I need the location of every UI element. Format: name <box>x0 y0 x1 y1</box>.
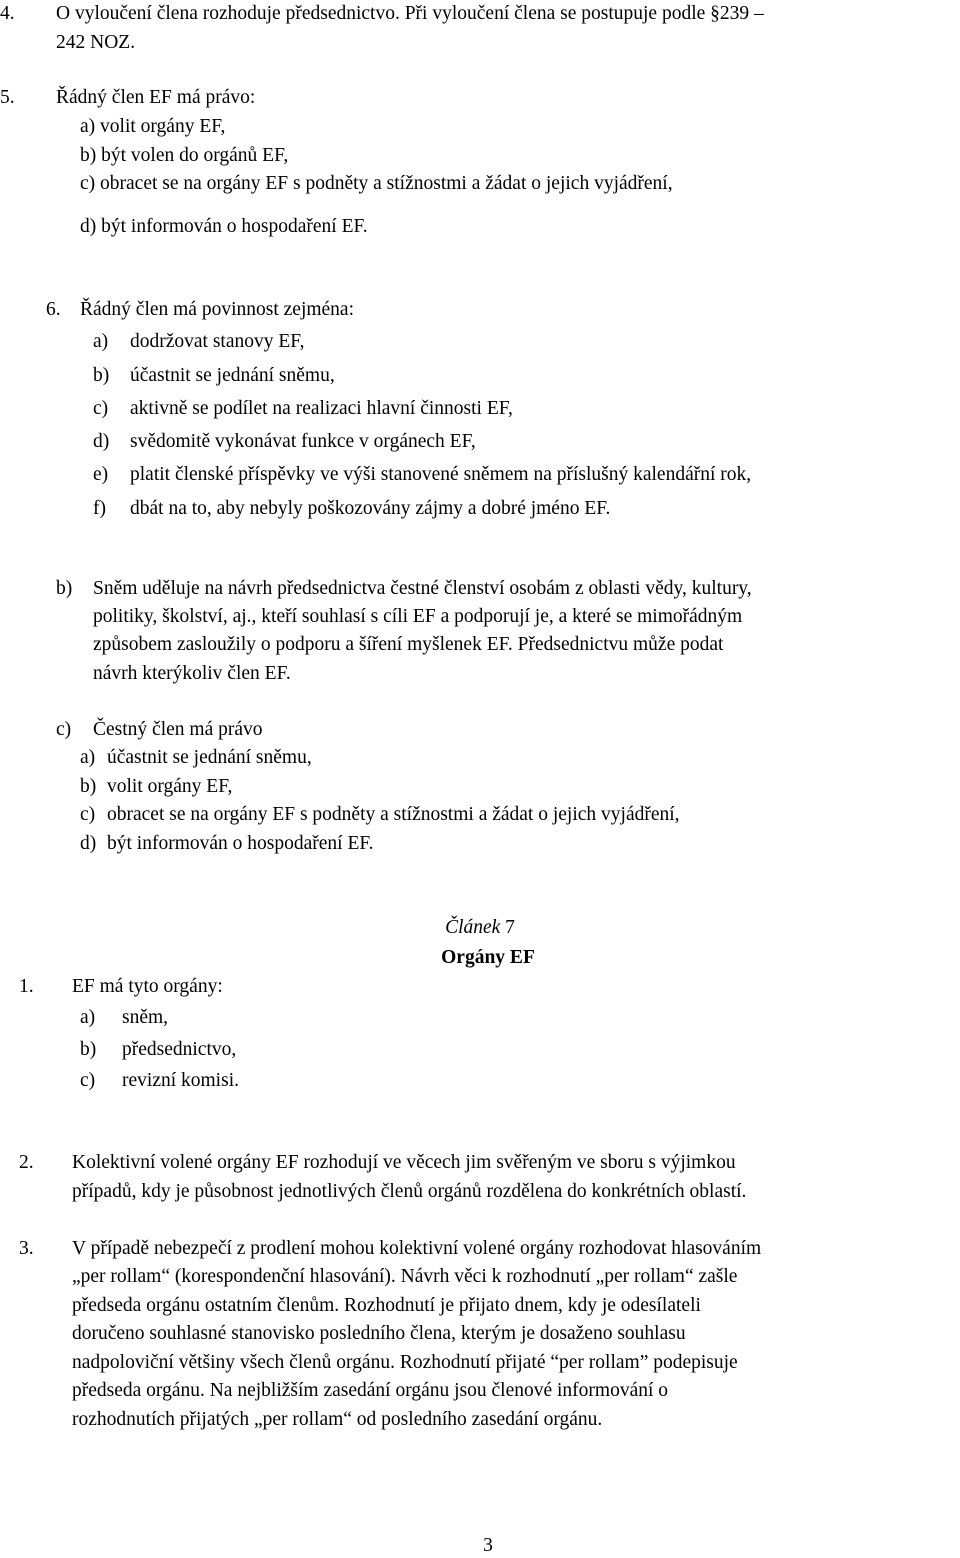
item6-letter: f) <box>93 498 106 519</box>
page-number: 3 <box>483 1535 493 1556</box>
honorary-c-item-text: volit orgány EF, <box>107 776 233 797</box>
item6-text: aktivně se podílet na realizaci hlavní činnosti EF, <box>130 398 513 419</box>
honorary-c-item-letter: c) <box>80 804 96 825</box>
item6-text: platit členské příspěvky ve výši stanovené sněmem na příslušný kalendářní rok, <box>130 464 752 485</box>
item5-number: 5. <box>0 87 15 108</box>
item6-text: dodržovat stanovy EF, <box>130 331 305 352</box>
art-item1-text: revizní komisi. <box>122 1070 239 1091</box>
honorary-c-item-letter: b) <box>80 776 97 797</box>
article-title: Orgány EF <box>441 947 535 968</box>
art-item1-text: sněm, <box>122 1007 169 1028</box>
art-item1-heading: EF má tyto orgány: <box>72 976 223 997</box>
item5-heading: Řádný člen EF má právo: <box>56 87 256 108</box>
art-item1-letter: c) <box>80 1070 96 1091</box>
honorary-c-heading: Čestný člen má právo <box>93 719 263 740</box>
art-item1-number: 1. <box>19 976 34 997</box>
article-number: 7 <box>505 917 515 938</box>
item6-text: účastnit se jednání sněmu, <box>130 365 335 386</box>
art-item3-line3: předseda orgánu ostatním členům. Rozhodnutí je přijato dnem, kdy je odesílateli <box>72 1295 701 1316</box>
honorary-c-item-letter: d) <box>80 833 97 854</box>
honorary-c-item-text: být informován o hospodaření EF. <box>107 833 374 854</box>
honorary-c-item-text: účastnit se jednání sněmu, <box>107 747 312 768</box>
item6-text: svědomitě vykonávat funkce v orgánech EF, <box>130 431 476 452</box>
honorary-c-item-letter: a) <box>80 747 96 768</box>
art-item1-text: předsednictvo, <box>122 1039 237 1060</box>
item6-letter: c) <box>93 398 109 419</box>
art-item3-line4: doručeno souhlasné stanovisko posledního člena, kterým je dosaženo souhlasu <box>72 1323 686 1344</box>
art-item3-number: 3. <box>19 1238 34 1259</box>
item6-letter: a) <box>93 331 109 352</box>
art-item3-line7: rozhodnutích přijatých „per rollam“ od posledního zasedání orgánu. <box>72 1409 603 1430</box>
item6-number: 6. <box>46 299 61 320</box>
art-item3-line2: „per rollam“ (korespondenční hlasování). Návrh věci k rozhodnutí „per rollam“ zašle <box>72 1266 738 1287</box>
item6-letter: b) <box>93 365 110 386</box>
honorary-c-letter: c) <box>56 719 72 740</box>
item4-line1-text: O vyloučení člena rozhoduje předsednictvo. Při vyloučení člena se postupuje podle §239 – <box>56 3 764 24</box>
article-label-word: Článek <box>445 917 501 938</box>
item6-letter: d) <box>93 431 110 452</box>
honorary-b-line1: Sněm uděluje na návrh předsednictva čestné členství osobám z oblasti vědy, kultury, <box>93 578 752 599</box>
item6-text: dbát na to, aby nebyly poškozovány zájmy a dobré jméno EF. <box>130 498 611 519</box>
art-item3-line6: předseda orgánu. Na nejbližším zasedání orgánu jsou členové informování o <box>72 1380 669 1401</box>
item4-number: 4. <box>0 3 15 24</box>
art-item1-letter: a) <box>80 1007 96 1028</box>
item5-list-item: a) volit orgány EF, <box>80 116 226 137</box>
art-item1-letter: b) <box>80 1039 97 1060</box>
honorary-b-line2: politiky, školství, aj., kteří souhlasí s cíli EF a podporují je, a které se mimořádným <box>93 606 743 627</box>
item4-line1 <box>56 2 958 26</box>
item6-heading: Řádný člen má povinnost zejména: <box>80 299 355 320</box>
item6-letter: e) <box>93 464 109 485</box>
item5-list-item: c) obracet se na orgány EF s podněty a stížnostmi a žádat o jejich vyjádření, <box>80 173 673 194</box>
art-item3-line5: nadpoloviční většiny všech členů orgánu. Rozhodnutí přijaté “per rollam” podepisuje <box>72 1352 738 1373</box>
honorary-b-line3: způsobem zasloužily o podporu a šíření myšlenek EF. Předsednictvu může podat <box>93 634 724 655</box>
honorary-b-letter: b) <box>56 578 73 599</box>
honorary-c-item-text: obracet se na orgány EF s podněty a stížnostmi a žádat o jejich vyjádření, <box>107 804 680 825</box>
item5-list-item: d) být informován o hospodaření EF. <box>80 216 368 237</box>
art-item2-number: 2. <box>19 1152 34 1173</box>
art-item2-line2: případů, kdy je působnost jednotlivých členů orgánů rozdělena do konkrétních oblastí. <box>72 1181 747 1202</box>
article-label <box>0 916 960 940</box>
honorary-b-line4: návrh kterýkoliv člen EF. <box>93 663 291 684</box>
item5-list-item: b) být volen do orgánů EF, <box>80 145 289 166</box>
art-item2-line1: Kolektivní volené orgány EF rozhodují ve věcech jim svěřeným ve sboru s výjimkou <box>72 1152 736 1173</box>
item4-line2: 242 NOZ. <box>56 32 136 53</box>
art-item3-line1: V případě nebezpečí z prodlení mohou kolektivní volené orgány rozhodovat hlasováním <box>72 1238 762 1259</box>
